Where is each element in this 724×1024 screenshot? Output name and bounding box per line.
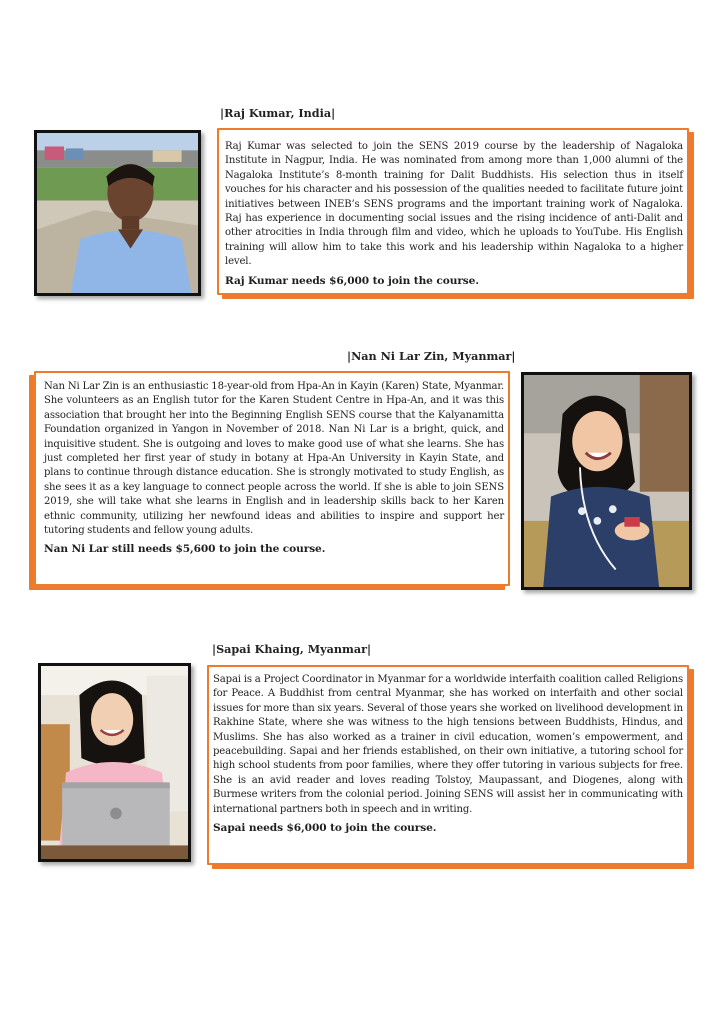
profile-heading-sapai: |Sapai Khaing, Myanmar| [212, 642, 372, 656]
profile-card-sapai [207, 665, 689, 865]
profile-card-raj [217, 128, 689, 295]
person-photo-icon [37, 133, 198, 293]
profile-bio-sapai: Sapai is a Project Coordinator in Myanmar for a worldwide interfaith coalition called Religions for Peace. A Buddhist from central Myanmar, she has worked on interfaith and other social issues for more than six years. Several of those years she worked on livelihood development in Rakhine State, where she was witness to the high tensions between Buddhists, Hindus, and Muslims. She has also worked as a trainer in civil education, women’s empowerment, and peacebuilding. Sapai and her friends established, on their own initiative, a tutoring school for high school students from poor families, where they offer tutoring in various subjects for free. She is an avid reader and loves reading Tolstoy, Maupassant, and Diogenes, along with Burmese writers from the colonial period. Joining SENS will assist her in communicating with international partners both in speech and in writing. [213, 674, 683, 815]
profile-need-sapai: Sapai needs $6,000 to join the course. [213, 822, 437, 835]
profile-heading-nan: |Nan Ni Lar Zin, Myanmar| [347, 349, 516, 363]
profile-need-raj: Raj Kumar needs $6,000 to join the course. [225, 274, 479, 287]
person-photo-icon [524, 375, 689, 587]
profile-need-nan: Nan Ni Lar still needs $5,600 to join the course. [44, 543, 326, 556]
person-photo-icon [41, 666, 188, 859]
profile-bio-nan: Nan Ni Lar Zin is an enthusiastic 18-year-old from Hpa-An in Kayin (Karen) State, Myanmar. She volunteers as an English tutor for the Karen Student Centre in Hpa-An, and it was this association that brought her into the Beginning English SENS course that the Kalyanamitta Foundation organized in Yangon in November of 2018. Nan Ni Lar is a bright, quick, and inquisitive student. She is outgoing and loves to make good use of what she learns. She has just completed her first year of study in botany at Hpa-An University in Kayin State, and plans to continue through distance education. She is strongly motivated to study English, as she sees it as a key language to connect people across the world. If she is able to join SENS 2019, she will take what she learns in English and in leadership skills back to her Karen ethnic community, utilizing her newfound ideas and abilities to inspire and support her tutoring students and fellow young adults. [44, 381, 504, 537]
profile-bio-raj: Raj Kumar was selected to join the SENS 2019 course by the leadership of Nagaloka Institute in Nagpur, India. He was nominated from among more than 1,000 alumni of the Nagaloka Institute’s 8-month training for Dalit Buddhists. His selection thus in itself vouches for his character and his possession of the qualities needed to facilitate future joint initiatives between INEB’s SENS programs and the important training work of Nagaloka. Raj has experience in documenting social issues and the rising incidence of anti-Dalit and other atrocities in India through film and video, which he uploads to YouTube. His English training will allow him to take this work and his leadership within Nagaloka to a higher level. [225, 141, 683, 268]
profile-card-nan [34, 371, 510, 586]
photo-sapai-khaing [38, 663, 191, 862]
profile-heading-raj: |Raj Kumar, India| [220, 106, 336, 120]
photo-nan-ni-lar-zin [521, 372, 692, 590]
photo-raj-kumar [34, 130, 201, 296]
